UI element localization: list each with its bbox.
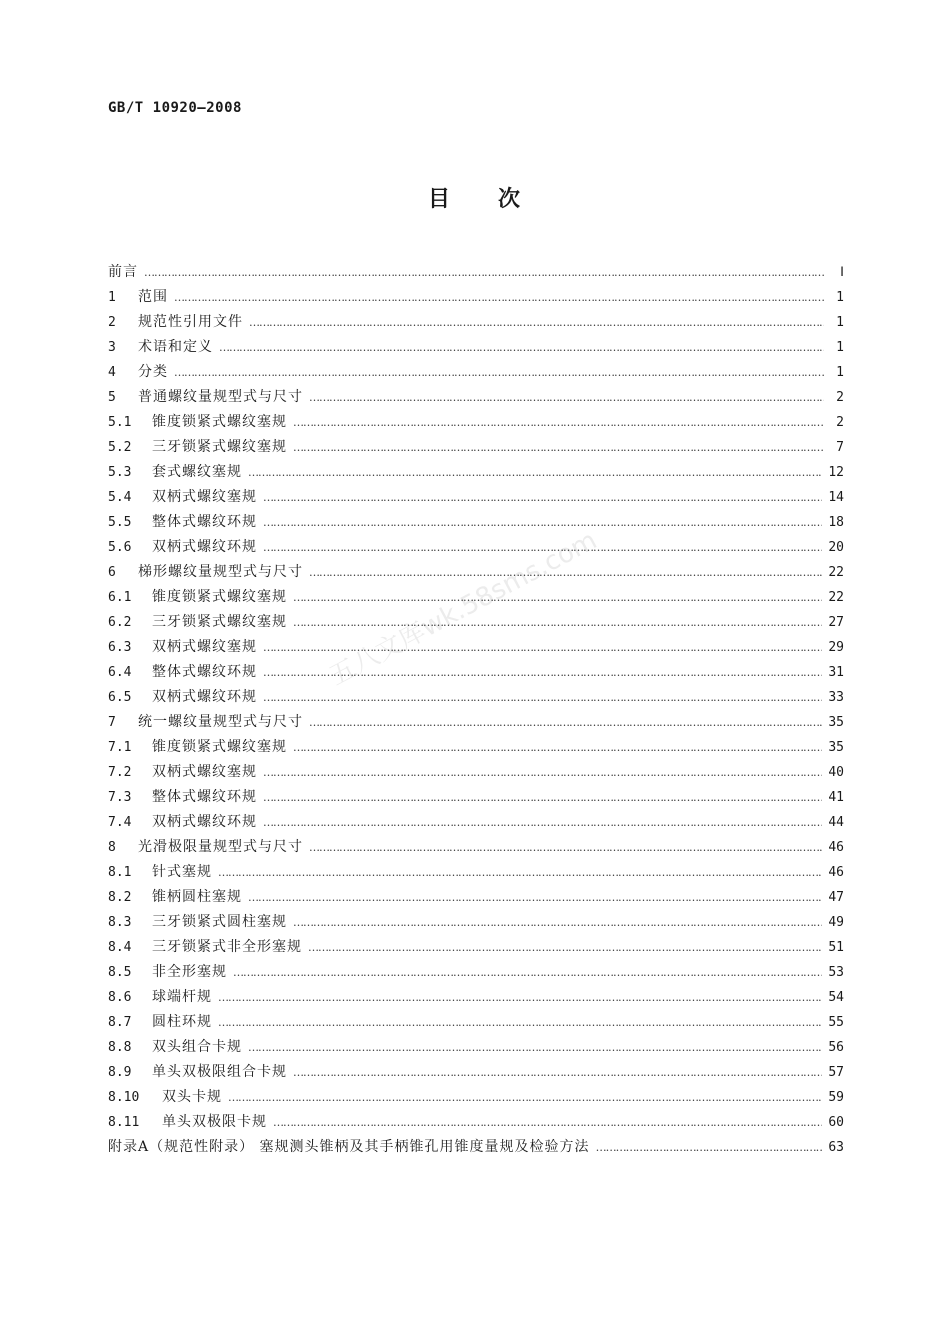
toc-entry-label: 分类 xyxy=(138,364,168,380)
toc-entry-number: 7 xyxy=(108,715,116,730)
toc-leader-dots xyxy=(263,685,822,710)
toc-entry[interactable] xyxy=(108,885,844,910)
toc-leader-dots xyxy=(263,635,822,660)
toc-entry-page: 60 xyxy=(828,1115,844,1130)
toc-entry-label: 三牙锁紧式螺纹塞规 xyxy=(152,439,287,455)
toc-entry[interactable] xyxy=(108,660,844,685)
toc-entry-label: 锥度锁紧式螺纹塞规 xyxy=(152,589,287,605)
toc-entry-label: 双柄式螺纹环规 xyxy=(152,689,257,705)
toc-entry-number: 8.11 xyxy=(108,1115,140,1130)
toc-entry-page: 35 xyxy=(828,715,844,730)
toc-entry-number: 8.6 xyxy=(108,990,132,1005)
toc-leader-dots xyxy=(309,385,824,410)
toc-leader-dots xyxy=(218,985,822,1010)
toc-entry-label: 球端杆规 xyxy=(152,989,212,1005)
toc-entry-label: 普通螺纹量规型式与尺寸 xyxy=(138,389,303,405)
toc-entry[interactable] xyxy=(108,435,844,460)
toc-entry-label: 锥度锁紧式螺纹塞规 xyxy=(152,414,287,430)
toc-entry-number: 3 xyxy=(108,340,116,355)
toc-entry-label: 双柄式螺纹环规 xyxy=(152,814,257,830)
toc-entry-label: 锥度锁紧式螺纹塞规 xyxy=(152,739,287,755)
toc-entry-page: 2 xyxy=(836,415,844,430)
toc-entry[interactable] xyxy=(108,485,844,510)
toc-leader-dots xyxy=(309,835,822,860)
toc-entry-page: 2 xyxy=(836,390,844,405)
toc-entry-number: 1 xyxy=(108,290,116,305)
toc-entry-page: 33 xyxy=(828,690,844,705)
toc-entry-page: 49 xyxy=(828,915,844,930)
toc-leader-dots xyxy=(263,760,822,785)
toc-entry-page: 46 xyxy=(828,865,844,880)
toc-entry-number: 8.5 xyxy=(108,965,132,980)
toc-entry[interactable] xyxy=(108,735,844,760)
toc-leader-dots xyxy=(263,810,822,835)
toc-entry-label: 锥柄圆柱塞规 xyxy=(152,889,242,905)
toc-entry-label: 针式塞规 xyxy=(152,864,212,880)
toc-entry-label: 光滑极限量规型式与尺寸 xyxy=(138,839,303,855)
toc-entry-number: 7.4 xyxy=(108,815,132,830)
toc-entry-number: 8.9 xyxy=(108,1065,132,1080)
toc-entry-number: 5.5 xyxy=(108,515,132,530)
toc-entry-number: 5.6 xyxy=(108,540,132,555)
toc-entry-label: 双柄式螺纹塞规 xyxy=(152,764,257,780)
toc-entry-page: 14 xyxy=(828,490,844,505)
toc-entry[interactable] xyxy=(108,860,844,885)
toc-leader-dots xyxy=(248,460,822,485)
toc-entry-page: 44 xyxy=(828,815,844,830)
toc-entry-label: 双柄式螺纹塞规 xyxy=(152,639,257,655)
toc-entry-page: 22 xyxy=(828,565,844,580)
toc-entry-page: 1 xyxy=(836,290,844,305)
toc-entry-page: Ⅰ xyxy=(840,265,844,280)
toc-entry-number: 8.4 xyxy=(108,940,132,955)
toc-entry-label: 统一螺纹量规型式与尺寸 xyxy=(138,714,303,730)
toc-entry-page: 57 xyxy=(828,1065,844,1080)
toc-entry[interactable] xyxy=(108,310,844,335)
toc-entry[interactable] xyxy=(108,685,844,710)
toc-leader-dots xyxy=(144,260,824,285)
toc-entry-number: 8.2 xyxy=(108,890,132,905)
toc-leader-dots xyxy=(218,1010,822,1035)
toc-entry-number: 6.4 xyxy=(108,665,132,680)
watermark-text: 五八文库wk.58sms.com xyxy=(324,525,602,692)
toc-entry-page: 63 xyxy=(828,1140,844,1155)
toc-entry-label: 单头双极限卡规 xyxy=(162,1114,267,1130)
toc-entry-label: 套式螺纹塞规 xyxy=(152,464,242,480)
toc-leader-dots xyxy=(248,1035,822,1060)
toc-entry-label: 双头卡规 xyxy=(162,1089,222,1105)
toc-leader-dots xyxy=(248,885,822,910)
toc-entry-number: 6.2 xyxy=(108,615,132,630)
toc-entry[interactable] xyxy=(108,1135,844,1160)
toc-leader-dots xyxy=(218,860,822,885)
toc-entry-number: 7.2 xyxy=(108,765,132,780)
toc-entry-page: 56 xyxy=(828,1040,844,1055)
toc-entry-number: 8.7 xyxy=(108,1015,132,1030)
toc-entry[interactable] xyxy=(108,385,844,410)
toc-list xyxy=(108,260,844,1160)
toc-entry[interactable] xyxy=(108,985,844,1010)
toc-entry[interactable] xyxy=(108,1035,844,1060)
toc-leader-dots xyxy=(309,560,822,585)
toc-entry[interactable] xyxy=(108,1060,844,1085)
title-char-1: 目 xyxy=(427,186,452,212)
toc-entry-page: 27 xyxy=(828,615,844,630)
toc-leader-dots xyxy=(249,310,824,335)
toc-leader-dots xyxy=(309,710,822,735)
toc-entry-label: 双头组合卡规 xyxy=(152,1039,242,1055)
toc-leader-dots xyxy=(293,585,822,610)
toc-leader-dots xyxy=(263,535,822,560)
toc-leader-dots xyxy=(174,285,824,310)
toc-entry[interactable] xyxy=(108,610,844,635)
toc-entry-label: 非全形塞规 xyxy=(152,964,227,980)
toc-leader-dots xyxy=(596,1135,823,1160)
toc-entry[interactable] xyxy=(108,810,844,835)
toc-entry-label: 范围 xyxy=(138,289,168,305)
toc-entry-number: 5 xyxy=(108,390,116,405)
toc-entry[interactable] xyxy=(108,260,844,285)
toc-entry-number: 6.5 xyxy=(108,690,132,705)
toc-entry-label: 附录A（规范性附录） 塞规测头锥柄及其手柄锥孔用锥度量规及检验方法 xyxy=(108,1139,590,1155)
toc-entry-label: 前言 xyxy=(108,264,138,280)
toc-leader-dots xyxy=(273,1110,822,1135)
toc-entry[interactable] xyxy=(108,635,844,660)
toc-entry-number: 6.1 xyxy=(108,590,132,605)
toc-entry-number: 6.3 xyxy=(108,640,132,655)
toc-entry-number: 5.1 xyxy=(108,415,132,430)
toc-entry[interactable] xyxy=(108,1010,844,1035)
toc-entry-page: 41 xyxy=(828,790,844,805)
toc-entry-label: 圆柱环规 xyxy=(152,1014,212,1030)
toc-leader-dots xyxy=(293,1060,822,1085)
toc-entry[interactable] xyxy=(108,835,844,860)
toc-entry-label: 术语和定义 xyxy=(138,339,213,355)
toc-entry[interactable] xyxy=(108,910,844,935)
toc-entry-label: 梯形螺纹量规型式与尺寸 xyxy=(138,564,303,580)
toc-leader-dots xyxy=(233,960,822,985)
toc-leader-dots xyxy=(308,935,822,960)
toc-entry-number: 7.3 xyxy=(108,790,132,805)
toc-entry-page: 18 xyxy=(828,515,844,530)
toc-entry[interactable] xyxy=(108,1085,844,1110)
toc-leader-dots xyxy=(293,735,822,760)
toc-entry[interactable] xyxy=(108,710,844,735)
toc-entry-label: 三牙锁紧式螺纹塞规 xyxy=(152,614,287,630)
toc-leader-dots xyxy=(293,610,822,635)
toc-entry-number: 8.10 xyxy=(108,1090,140,1105)
toc-entry-label: 双柄式螺纹塞规 xyxy=(152,489,257,505)
toc-entry-page: 59 xyxy=(828,1090,844,1105)
toc-entry-label: 整体式螺纹环规 xyxy=(152,514,257,530)
toc-leader-dots xyxy=(263,485,822,510)
toc-entry[interactable] xyxy=(108,960,844,985)
toc-entry-page: 1 xyxy=(836,315,844,330)
toc-entry-number: 8.1 xyxy=(108,865,132,880)
toc-entry-label: 三牙锁紧式非全形塞规 xyxy=(152,939,302,955)
toc-entry-page: 20 xyxy=(828,540,844,555)
toc-entry-page: 31 xyxy=(828,665,844,680)
toc-entry[interactable] xyxy=(108,335,844,360)
toc-entry-label: 整体式螺纹环规 xyxy=(152,789,257,805)
toc-entry-label: 双柄式螺纹环规 xyxy=(152,539,257,555)
toc-entry-page: 7 xyxy=(836,440,844,455)
toc-entry-page: 54 xyxy=(828,990,844,1005)
toc-entry[interactable] xyxy=(108,360,844,385)
toc-entry-page: 55 xyxy=(828,1015,844,1030)
toc-entry-number: 2 xyxy=(108,315,116,330)
toc-entry[interactable] xyxy=(108,410,844,435)
toc-entry-page: 1 xyxy=(836,340,844,355)
toc-entry-number: 5.3 xyxy=(108,465,132,480)
toc-leader-dots xyxy=(293,410,824,435)
toc-entry[interactable] xyxy=(108,535,844,560)
toc-leader-dots xyxy=(263,785,822,810)
toc-entry-label: 单头双极限组合卡规 xyxy=(152,1064,287,1080)
toc-leader-dots xyxy=(293,435,824,460)
toc-entry-page: 12 xyxy=(828,465,844,480)
toc-entry[interactable] xyxy=(108,1110,844,1135)
toc-title xyxy=(0,182,950,213)
toc-entry-page: 1 xyxy=(836,365,844,380)
toc-entry-label: 整体式螺纹环规 xyxy=(152,664,257,680)
toc-entry-page: 35 xyxy=(828,740,844,755)
toc-entry-page: 51 xyxy=(828,940,844,955)
toc-entry-page: 22 xyxy=(828,590,844,605)
toc-entry-page: 53 xyxy=(828,965,844,980)
toc-entry[interactable] xyxy=(108,460,844,485)
toc-entry-page: 47 xyxy=(828,890,844,905)
toc-entry[interactable] xyxy=(108,760,844,785)
toc-entry-number: 6 xyxy=(108,565,116,580)
toc-entry[interactable] xyxy=(108,935,844,960)
toc-entry-number: 4 xyxy=(108,365,116,380)
toc-entry[interactable] xyxy=(108,285,844,310)
toc-entry-label: 规范性引用文件 xyxy=(138,314,243,330)
toc-entry-number: 7.1 xyxy=(108,740,132,755)
toc-entry-page: 46 xyxy=(828,840,844,855)
toc-entry-number: 8.8 xyxy=(108,1040,132,1055)
toc-entry[interactable] xyxy=(108,560,844,585)
toc-entry-number: 5.2 xyxy=(108,440,132,455)
toc-entry-page: 29 xyxy=(828,640,844,655)
title-char-2: 次 xyxy=(498,186,523,212)
toc-leader-dots xyxy=(174,360,824,385)
toc-leader-dots xyxy=(263,660,822,685)
toc-entry-page: 40 xyxy=(828,765,844,780)
toc-leader-dots xyxy=(293,910,822,935)
toc-entry-number: 8 xyxy=(108,840,116,855)
toc-entry[interactable] xyxy=(108,510,844,535)
toc-entry-number: 8.3 xyxy=(108,915,132,930)
standard-code: GB/T 10920—2008 xyxy=(108,100,242,116)
toc-entry[interactable] xyxy=(108,785,844,810)
toc-leader-dots xyxy=(228,1085,822,1110)
toc-leader-dots xyxy=(263,510,822,535)
toc-entry[interactable] xyxy=(108,585,844,610)
toc-entry-number: 5.4 xyxy=(108,490,132,505)
toc-entry-label: 三牙锁紧式圆柱塞规 xyxy=(152,914,287,930)
toc-leader-dots xyxy=(219,335,824,360)
